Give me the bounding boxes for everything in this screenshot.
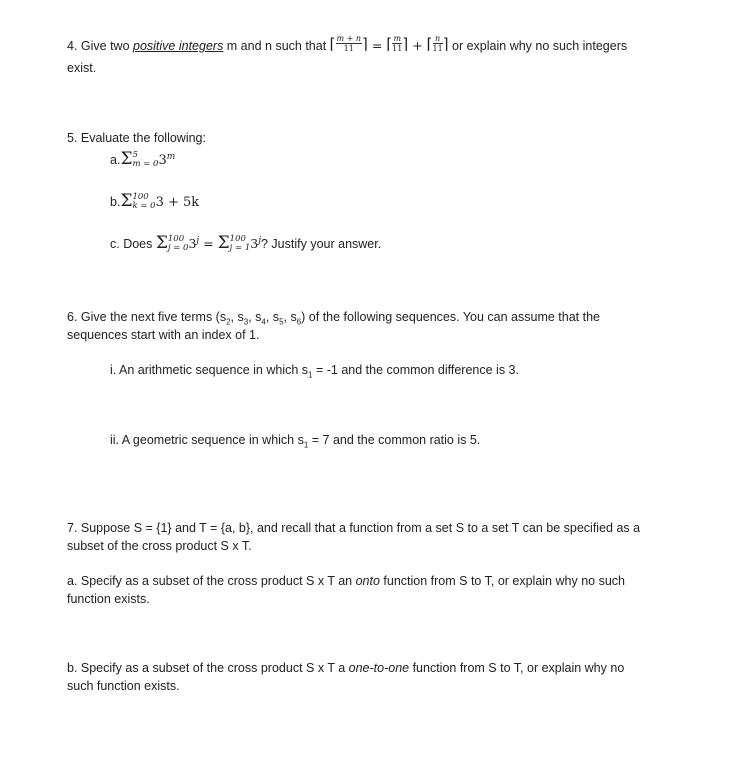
frac-denominator: 11 bbox=[432, 44, 443, 54]
sum-upper-limit: 100 bbox=[132, 191, 149, 202]
sum-limits bbox=[132, 193, 155, 211]
ceil-open: ⌈ bbox=[329, 35, 336, 53]
q5-a-exponent: m bbox=[166, 151, 176, 162]
q7-b-end: function from S to T, or explain why no bbox=[409, 661, 625, 675]
q7-a-start: a. Specify as a subset of the cross product S x T an bbox=[67, 574, 356, 588]
sum-limits bbox=[168, 235, 189, 253]
equals-sign: = bbox=[199, 236, 218, 251]
sum-lower-limit: j = 1 bbox=[229, 242, 251, 253]
frac-m-over-11 bbox=[392, 34, 402, 53]
sum-upper-limit: 5 bbox=[132, 149, 138, 160]
q5-title: 5. Evaluate the following: bbox=[67, 131, 206, 145]
q5-b-term: 3 + 5k bbox=[155, 195, 200, 210]
subscript-2: 2 bbox=[226, 317, 231, 327]
q4-line-1 bbox=[67, 34, 628, 56]
q7-b-emphasis-one-to-one: one-to-one bbox=[348, 661, 410, 675]
q6-line-1: 6. Give the next five terms ($s_2$, $s_3$, $s_4$, $s_5$, $s_6$) of the following sequences. You can assume that the bbox=[67, 310, 600, 327]
sigma-symbol: Σ bbox=[120, 191, 133, 211]
q7-a-emphasis-onto: onto bbox=[355, 574, 380, 588]
ceil-close: ⌉ bbox=[402, 35, 409, 53]
q5-part-c bbox=[110, 230, 381, 257]
sum-lower-limit: j = 0 bbox=[167, 242, 189, 253]
q5-c-exponent-2: j bbox=[258, 235, 261, 246]
ceil-open: ⌈ bbox=[386, 35, 393, 53]
sum-upper-limit: 100 bbox=[167, 233, 185, 244]
frac-n-over-11 bbox=[433, 34, 443, 53]
equals-sign: = bbox=[367, 38, 387, 53]
q6-ii-start: ii. A geometric sequence in which s bbox=[110, 433, 304, 447]
q4-line-2: exist. bbox=[67, 61, 97, 75]
subscript-5: 5 bbox=[279, 317, 284, 327]
q7-b-start: b. Specify as a subset of the cross product S x T a bbox=[67, 661, 349, 675]
sum-upper-limit: 100 bbox=[229, 233, 246, 244]
q5-c-base-1: 3 bbox=[188, 236, 197, 251]
q7-part-b-line-1 bbox=[67, 659, 624, 677]
q7-line-2: subset of the cross product S x T. bbox=[67, 539, 252, 553]
sum-lower-limit: m = 0 bbox=[132, 158, 159, 169]
sigma-symbol: Σ bbox=[120, 149, 133, 169]
q5-part-a bbox=[110, 146, 175, 174]
q7-part-b-line-2: such function exists. bbox=[67, 679, 180, 693]
q6-part-ii bbox=[110, 431, 480, 449]
q5-a-base: 3 bbox=[158, 153, 167, 168]
ceil-close: ⌉ bbox=[362, 35, 368, 53]
q4-term-positive-integers: positive integers bbox=[133, 39, 224, 53]
frac-numerator: n bbox=[433, 34, 443, 44]
sigma-symbol: Σ bbox=[217, 233, 230, 253]
q5-c-exponent-1: j bbox=[196, 235, 200, 246]
sum-lower-limit: k = 0 bbox=[132, 200, 156, 211]
q6-i-start: i. An arithmetic sequence in which s bbox=[110, 363, 309, 377]
q6-ii-end: = 7 and the common ratio is 5. bbox=[308, 433, 481, 447]
q6-line-1-start: 6. Give the next five terms (s bbox=[67, 310, 227, 324]
q7-part-a-line-1 bbox=[67, 572, 625, 590]
q6-i-end: = -1 and the common difference is 3. bbox=[312, 363, 519, 377]
frac-numerator: m + n bbox=[336, 34, 362, 44]
q5-part-b bbox=[110, 188, 199, 216]
subscript-6: 6 bbox=[296, 317, 302, 327]
subscript-4: 4 bbox=[261, 317, 266, 327]
q4-suffix: or explain why no such integers bbox=[448, 39, 628, 53]
frac-numerator: m bbox=[393, 34, 402, 44]
q5-c-base-2: 3 bbox=[250, 236, 259, 251]
sum-limits bbox=[132, 151, 158, 169]
plus-sign: + bbox=[408, 38, 427, 53]
frac-denominator: 11 bbox=[392, 44, 403, 54]
frac-m-plus-n-over-11 bbox=[336, 34, 363, 53]
q4-mid: m and n such that bbox=[223, 39, 330, 53]
ceil-close: ⌉ bbox=[442, 35, 449, 53]
q4-prefix: 4. Give two bbox=[67, 39, 133, 53]
subscript-3: 3 bbox=[243, 317, 249, 327]
q7-a-end: function from S to T, or explain why no such bbox=[379, 574, 625, 588]
q7-line-1: 7. Suppose S = {1} and T = {a, b}, and recall that a function from a set S to a set T can be specified as a bbox=[67, 521, 641, 535]
sigma-symbol: Σ bbox=[155, 233, 168, 253]
q6-line-1-end: ) of the following sequences. You can assume that the bbox=[301, 310, 600, 324]
q6-part-i bbox=[110, 361, 519, 379]
frac-denominator: 11 bbox=[343, 44, 354, 54]
q5-c-suffix: ? Justify your answer. bbox=[261, 237, 382, 251]
sum-limits bbox=[230, 235, 251, 253]
q7-part-a-line-2: function exists. bbox=[67, 592, 150, 606]
subscript-1: 1 bbox=[308, 370, 313, 380]
q5-a-label: a. bbox=[110, 153, 121, 167]
subscript-1: 1 bbox=[303, 440, 309, 450]
q5-c-label: c. Does bbox=[110, 237, 156, 251]
ceil-open: ⌈ bbox=[426, 35, 433, 53]
q5-b-label: b. bbox=[110, 195, 121, 209]
q6-line-2: sequences start with an index of 1. bbox=[67, 328, 260, 342]
